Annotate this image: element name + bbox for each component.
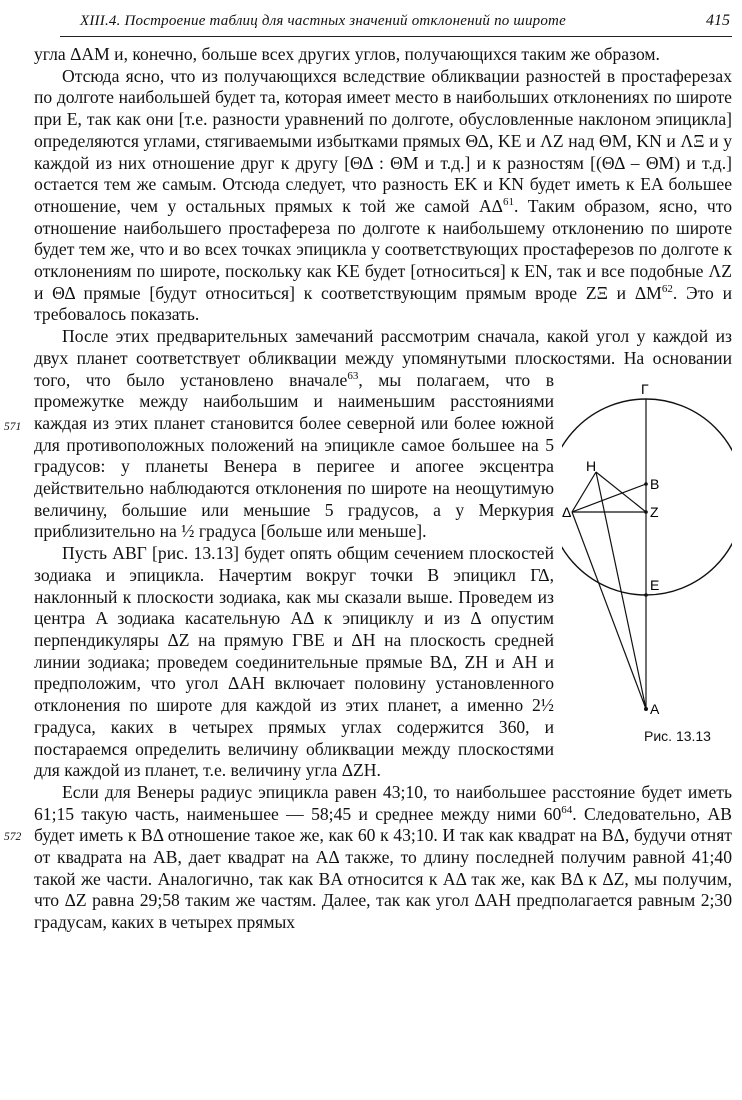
running-title: XIII.4. Построение таблиц для частных значений отклонений по широте [80, 13, 566, 29]
paragraph-1: угла ΔAM и, конечно, больше всех других углов, получающихся таким же образом. [34, 44, 660, 64]
footnote-ref-63: 63 [347, 369, 359, 382]
point-a [644, 707, 648, 711]
page-header [60, 6, 732, 37]
point-z [644, 510, 648, 514]
margin-note-572: 572 [4, 831, 22, 843]
paragraph-2 [34, 66, 732, 326]
tangent-a-delta [572, 512, 646, 709]
paragraph-2-part-c: . Это и требовалось показать. [34, 282, 733, 325]
page-number: 415 [706, 12, 730, 29]
margin-note-571: 571 [4, 421, 22, 433]
footnote-ref-64: 64 [561, 803, 573, 816]
label-a: A [650, 700, 660, 717]
label-h: H [586, 457, 597, 474]
paragraph-5-part-b: . Следовательно, AB будет иметь к BΔ отношение такое же, как 60 к 43;10. И так как квадрат на BΔ, будучи отнят от квадрата на AB, дает квадрат на AΔ также, то длину последней получим равной 41;40 такой же части. Аналогично, так как BA относится к AΔ так же, как BΔ к ΔZ, мы получим, что ΔZ равна 29;58 таким же частям. Далее, так как угол ΔAH предполагается равным 2;30 градусам, каких в четырех прямых [34, 803, 732, 933]
paragraph-5-part-a: Если для Венеры радиус эпицикла равен 43;10, то наибольшее расстояние будет иметь 61;15 такую часть, наименьшее — 58;45 и среднее между ними 60 [34, 781, 732, 824]
figure-13-13 [562, 372, 732, 772]
figure-caption: Рис. 13.13 [644, 727, 711, 744]
paragraph-4: Пусть ABΓ [рис. 13.13] будет опять общим сечением плоскостей зодиака и эпицикла. Начертим вокруг точки B эпицикл ΓΔ, наклонный к плоскости зодиака, как мы сказали выше. Проведем из центра A зодиака касательную AΔ к эпициклу и из Δ опустим перпендикуляры ΔZ на прямую ΓBE и ΔH на плоскость средней линии зодиака; проведем соединительные прямые BΔ, ZH и AH и предположим, что угол ΔAH включает половину установленного отклонения по широте для каждой из этих планет, а именно 2½ градуса, каких в четырех прямых углах содержится 360, и постараемся определить величину обликвации между плоскостями для каждой из планет, т.е. величину угла ΔZH. [34, 543, 554, 781]
line-b-delta [572, 484, 646, 512]
label-z: Z [650, 503, 659, 520]
point-e [644, 593, 648, 597]
perpendicular-delta-h [572, 472, 596, 512]
line-a-h [596, 472, 646, 709]
paragraph-3-part-b: , мы полагаем, что в промежутке между наибольшим и наименьшим расстояниями каждая из этих планет становится более северной или более южной для противоположных положений на эпицикле самое большее на 5 градусов: у планеты Венера в перигее и апогее эксцентра действительно наблюдаются отклонения по широте на неощутимую величину, большие или меньшие 5 градусов, а у Меркурия приблизительно на ½ градуса [больше или меньше]. [34, 369, 555, 542]
label-gamma: Γ [641, 380, 649, 397]
label-b: B [650, 475, 660, 492]
footnote-ref-62: 62 [661, 282, 673, 295]
figure-diagram [562, 372, 732, 732]
label-delta: Δ [562, 503, 572, 520]
point-b [644, 482, 648, 486]
paragraph-2-part-b: . Таким образом, ясно, что отношение наибольшего простафереза по долготе к наибольшему отклонению по широте будет тем же, что и во всех точках эпицикла у соответствующих простаферезов по долготе к отклонениям по широте, поскольку как KE будет [относиться] к EN, так и все подобные ΛZ и ΘΔ прямые [будут относиться] к соответствующим прямым вроде ZΞ и ΔM [34, 195, 732, 303]
body-text [34, 44, 732, 934]
paragraph-5 [34, 782, 732, 934]
footnote-ref-61: 61 [502, 196, 514, 209]
epicycle-circle [562, 399, 732, 595]
label-e: E [650, 576, 660, 593]
paragraph-3-part-a: После этих предварительных замечаний рассмотрим сначала, какой угол у каждой из двух планет соответствует обликвации между упомянутыми плоскостями. На основании того, что было установлено вначале [34, 326, 732, 390]
paragraph-2-part-a: Отсюда ясно, что из получающихся вследствие обликвации разностей в простаферезах по долготе наибольшей будет та, которая имеет место в наибольших отклонениях по широте при E, так как они [т.е. разности уравнений по долготе, обусловленные наклоном эпицикла] определяются углами, стягиваемыми избытками прямых ΘΔ, KE и ΛZ над ΘM, KN и ΛΞ и у каждой из них отношение друг к другу [ΘΔ : ΘM и т.д.] и к разностям [(ΘΔ – ΘM) и т.д.] остается тем же самым. Отсюда следует, что разность EK и KN будет иметь к EA большее отношение, чем у остальных прямых к той же самой AΔ [34, 65, 732, 216]
